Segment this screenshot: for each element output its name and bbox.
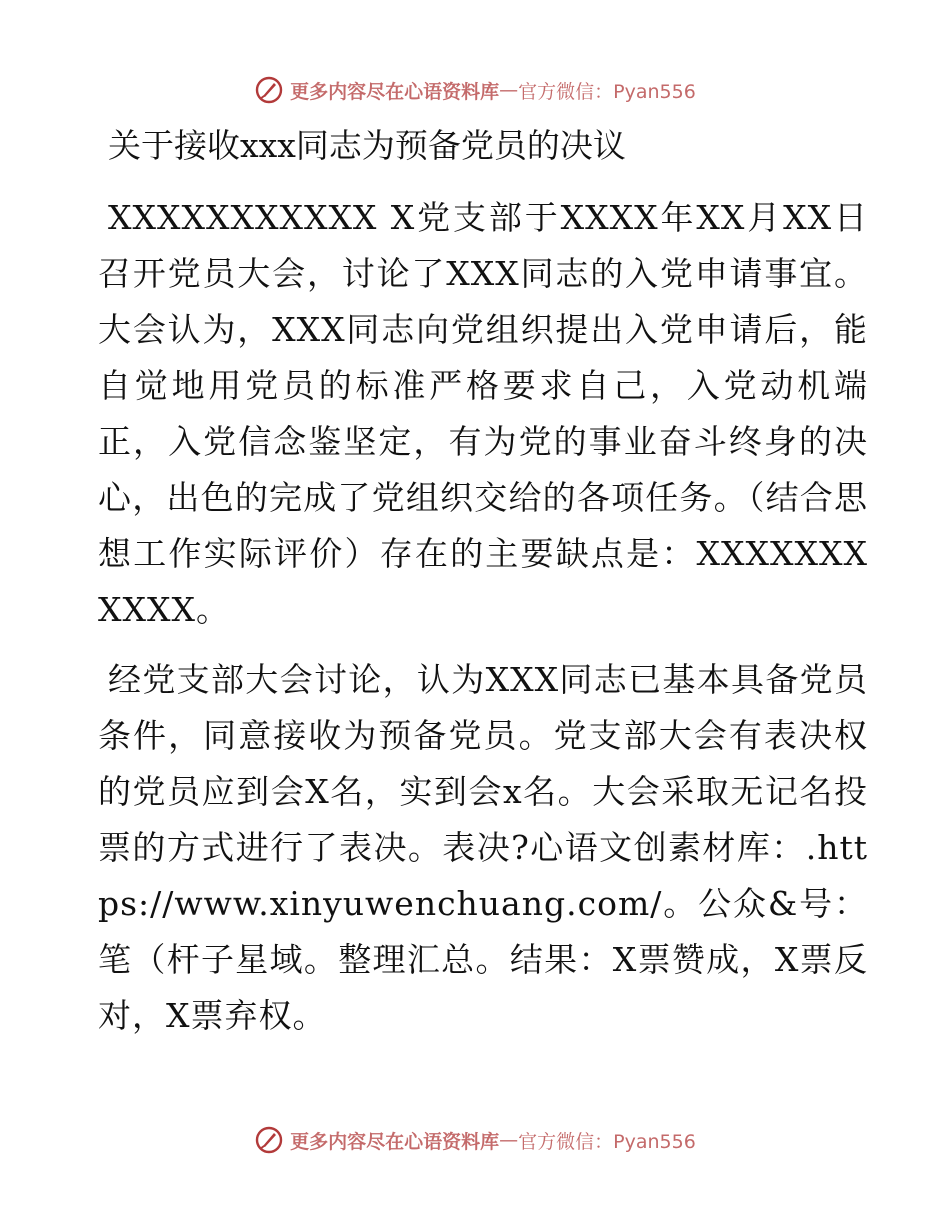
header-banner	[0, 70, 950, 110]
paragraph-1: XXXXXXXXXXX X党支部于XXXX年XX月XX日召开党员大会，讨论了XXX同志的入党申请事宜。大会认为，XXX同志向党组织提出入党申请后，能自觉地用党员的标准严格要求自己，入党动机端正，入党信念鉴坚定，有为党的事业奋斗终身的决心，出色的完成了党组织交给的各项任务。（结合思想工作实际评价）存在的主要缺点是：XXXXXXXXXXX。	[98, 198, 868, 629]
document-title: 关于接收xxx同志为预备党员的决议	[108, 126, 626, 165]
banner-wechat: 官方微信：Pyan556	[518, 1130, 696, 1153]
document-body	[98, 120, 868, 1044]
paragraph-2: 经党支部大会讨论，认为XXX同志已基本具备党员条件，同意接收为预备党员。党支部大会有表决权的党员应到会X名，实到会x名。大会采取无记名投票的方式进行了表决。表决?心语文创素材库：.https://www.xinyuwenchuang.com/。公众&号：笔（杆子星域。整理汇总。结果：X票赞成，X票反对，X票弃权。	[98, 660, 868, 1035]
banner-text: 更多内容尽在心语资料库	[290, 1130, 500, 1153]
banner-separator: —	[499, 1129, 519, 1151]
footer-banner	[0, 1120, 950, 1160]
quill-pen-logo-icon	[254, 1125, 284, 1155]
banner-separator: —	[499, 79, 519, 101]
banner-wechat: 官方微信：Pyan556	[518, 80, 696, 103]
banner-text: 更多内容尽在心语资料库	[290, 80, 500, 103]
quill-pen-logo-icon	[254, 75, 284, 105]
